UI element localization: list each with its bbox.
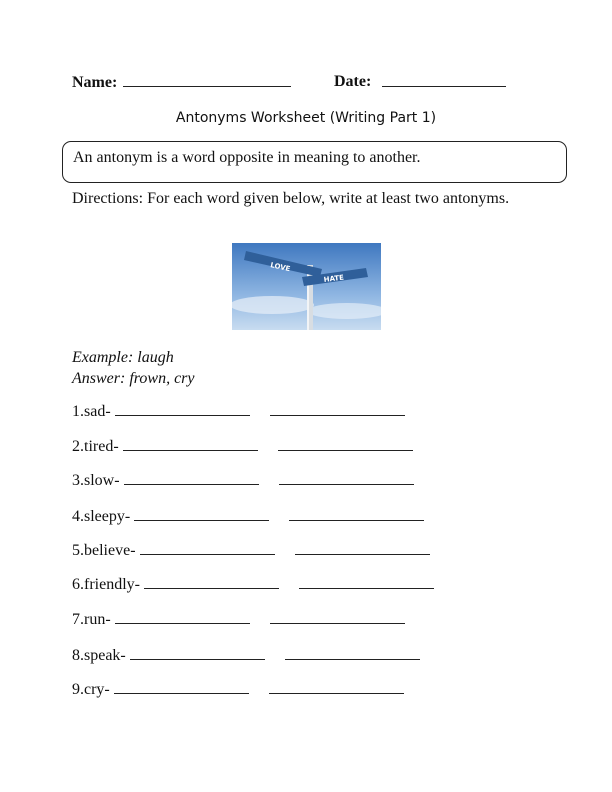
answer-blank-2[interactable] (289, 507, 424, 521)
list-item (72, 541, 430, 561)
list-item (72, 610, 405, 630)
answer-line: Answer: frown, cry (72, 370, 195, 387)
answer-blank-1[interactable] (134, 507, 269, 521)
list-item (72, 402, 405, 422)
list-item (72, 507, 424, 527)
date-label: Date: (334, 73, 372, 90)
item-label: 4.sleepy- (72, 508, 131, 525)
answer-blank-1[interactable] (130, 646, 265, 660)
answer-blank-1[interactable] (123, 437, 258, 451)
sign-love-text: LOVE (269, 261, 291, 274)
answer-blank-1[interactable] (115, 610, 250, 624)
item-label: 6.friendly- (72, 576, 140, 593)
item-label: 7.run- (72, 611, 111, 628)
item-label: 3.slow- (72, 472, 120, 489)
answer-blank-2[interactable] (295, 541, 430, 555)
item-label: 9.cry- (72, 681, 110, 698)
answer-blank-1[interactable] (140, 541, 275, 555)
answer-blank-2[interactable] (269, 680, 404, 694)
list-item (72, 575, 434, 595)
list-item (72, 437, 413, 457)
answer-blank-1[interactable] (144, 575, 279, 589)
answer-blank-2[interactable] (299, 575, 434, 589)
sign-hate-text: HATE (323, 273, 345, 284)
answer-blank-2[interactable] (278, 437, 413, 451)
list-item (72, 680, 404, 700)
definition-box (62, 141, 567, 183)
answer-blank-1[interactable] (115, 402, 250, 416)
answer-blank-2[interactable] (285, 646, 420, 660)
example-block (72, 347, 195, 389)
answer-blank-2[interactable] (270, 610, 405, 624)
name-label: Name: (72, 74, 118, 91)
date-field[interactable] (382, 73, 506, 87)
directions-text: Directions: For each word given below, write at least two antonyms. (72, 190, 510, 207)
name-field[interactable] (123, 73, 291, 87)
header-row (72, 73, 372, 92)
answer-blank-2[interactable] (270, 402, 405, 416)
signpost-image (232, 243, 381, 330)
list-item (72, 646, 420, 666)
definition-text: An antonym is a word opposite in meaning to another. (73, 149, 421, 166)
list-item (72, 471, 414, 491)
answer-blank-2[interactable] (279, 471, 414, 485)
item-label: 1.sad- (72, 403, 111, 420)
item-label: 5.believe- (72, 542, 136, 559)
item-label: 2.tired- (72, 438, 119, 455)
worksheet-title: Antonyms Worksheet (Writing Part 1) (175, 110, 437, 126)
item-label: 8.speak- (72, 647, 126, 664)
example-line: Example: laugh (72, 349, 174, 366)
answer-blank-1[interactable] (124, 471, 259, 485)
answer-blank-1[interactable] (114, 680, 249, 694)
